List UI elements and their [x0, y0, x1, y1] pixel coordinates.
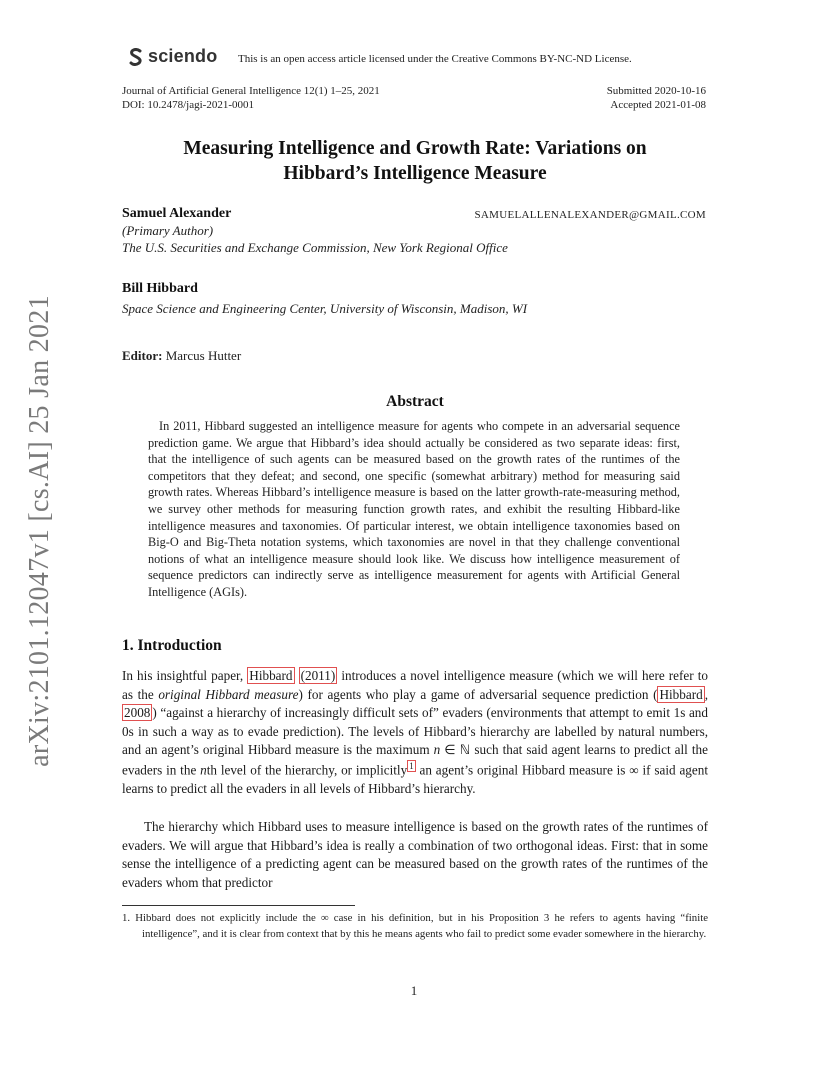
emphasis-text: original Hibbard measure	[158, 686, 299, 702]
citation-link[interactable]	[299, 667, 338, 684]
journal-info	[122, 84, 380, 112]
author-affiliation: The U.S. Securities and Exchange Commission, New York Regional Office	[122, 240, 508, 255]
editor-label: Editor:	[122, 348, 163, 363]
footnote-rule	[122, 905, 355, 906]
intro-paragraph-2: The hierarchy which Hibbard uses to measure intelligence is based on the growth rates of the runtimes of evaders. We will argue that Hibbard’s idea is really a combination of two orthogonal ideas. First: that in some sense the intelligence of a predicting agent can be measured based on the growth rates of the runtimes of the evaders whom that predictor	[122, 819, 708, 890]
citation-year[interactable]: 2008	[124, 705, 151, 721]
journal-name: Journal of Artificial General Intelligence 12(1) 1–25, 2021	[122, 85, 380, 97]
doi: DOI: 10.2478/jagi-2021-0001	[122, 99, 254, 111]
math-variable: n	[433, 742, 441, 758]
license-text: This is an open access article licensed under the Creative Commons BY-NC-ND License.	[238, 53, 632, 65]
footnote-marker[interactable]: 1	[409, 760, 414, 771]
text-run: ) for agents who play a game of adversarial sequence prediction (	[298, 686, 658, 702]
title-line-1: Measuring Intelligence and Growth Rate: Variations on	[183, 138, 647, 159]
footnote-text: 1. Hibbard does not explicitly include the ∞ case in his definition, but in his Proposition 3 he refers to agents having “finite intelligence”, and it is clear from context that by this he means agents who fail to predict some evader somewhere in the hierarchy.	[122, 912, 708, 940]
accepted-date: Accepted 2021-01-08	[610, 99, 706, 111]
text-run: an agent’s original Hibbard measure is ∞ if said agent learns to predict all the evaders in all levels of Hibbard’s hierarchy.	[122, 762, 708, 796]
citation-author[interactable]: Hibbard	[249, 668, 293, 683]
text-run: ) “against a hierarchy of increasingly difficult sets of” evaders (environments that attempt to emit 1s and 0s in such a way as to evade prediction). The levels of Hibbard’s hierarchy are labelled by natural numbers, and an agent’s original Hibbard measure is the maximum	[122, 705, 708, 758]
author-role: (Primary Author)	[122, 223, 214, 238]
citation-author[interactable]: Hibbard	[659, 686, 703, 702]
text-run: In his insightful paper,	[122, 668, 248, 683]
editor-line	[122, 348, 241, 364]
text-run: th level of the hierarchy, or implicitly	[206, 762, 408, 778]
arxiv-id: arXiv:2101.12047v1 [cs.AI] 25 Jan 2021	[24, 295, 55, 767]
dates	[607, 84, 706, 112]
section-heading: 1. Introduction	[122, 637, 222, 654]
title-line-2: Hibbard’s Intelligence Measure	[283, 163, 547, 184]
logo-text: sciendo	[148, 46, 218, 66]
math-variable: n	[200, 762, 207, 778]
sciendo-logo-icon	[128, 48, 144, 66]
author-name: Bill Hibbard	[122, 281, 198, 296]
citation-link[interactable]	[122, 704, 152, 721]
citation-year[interactable]: (2011)	[300, 668, 336, 683]
citation-link[interactable]	[247, 667, 294, 684]
author-email[interactable]: SAMUELALLENALEXANDER@GMAIL.COM	[474, 209, 706, 221]
submitted-date: Submitted 2020-10-16	[606, 85, 706, 97]
text-run: ,	[704, 686, 708, 702]
abstract-heading: Abstract	[386, 393, 444, 410]
page-number: 1	[410, 983, 418, 998]
publisher-logo	[128, 46, 217, 67]
paper-title	[120, 136, 710, 186]
author-name: Samuel Alexander	[122, 206, 232, 221]
abstract-text: In 2011, Hibbard suggested an intelligence measure for agents who compete in an adversarial sequence prediction game. We argue that Hibbard’s idea should actually be considered as two separate ideas: first, that the intelligence of such agents can be measured based on the growth rates of the runtimes of the competitors that they defeat; and second, one specific (somewhat arbitrary) method for measuring said growth rates. Whereas Hibbard’s intelligence measure is based on the latter growth-rate-measuring method, we survey other methods for measuring function growth rates, and exhibit the resulting Hibbard-like intelligence measures and taxonomies. Of particular interest, we obtain intelligence taxonomies based on Big-O and Big-Theta notation systems, which taxonomies are novel in that they challenge conventional notions of what an intelligence measure should look like. We discuss how intelligence measurement of sequence predictors can indirectly serve as intelligence measurement for agents with Artificial General Intelligence (AGIs).	[148, 419, 680, 599]
citation-link[interactable]	[657, 686, 704, 703]
intro-paragraph-1	[122, 667, 708, 799]
text-run: introduces a novel intelligence measure (which we will here refer to as the	[122, 668, 708, 702]
editor-name: Marcus Hutter	[165, 348, 242, 363]
text-run: ∈ ℕ such that said agent learns to predict all the evaders in the	[122, 742, 708, 778]
author-affiliation: Space Science and Engineering Center, University of Wisconsin, Madison, WI	[122, 301, 528, 316]
